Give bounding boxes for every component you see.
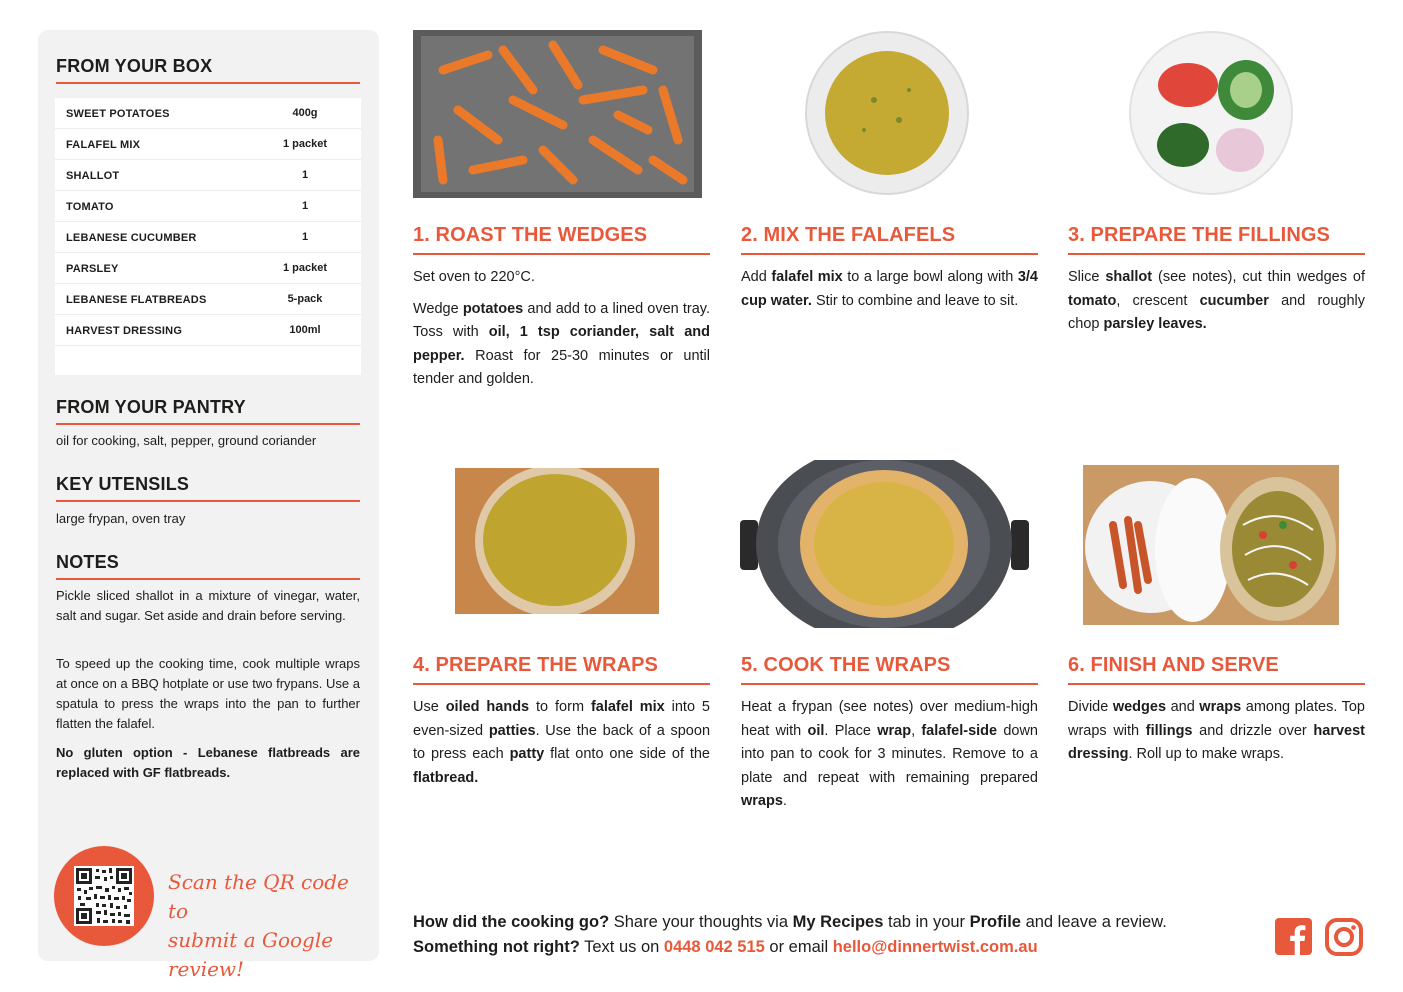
footer-question-1: How did the cooking go?: [413, 913, 610, 931]
instagram-icon[interactable]: [1325, 918, 1363, 956]
body-text: Use: [413, 699, 446, 715]
table-row: [55, 98, 361, 129]
ingredient-qty: 1: [301, 200, 309, 212]
emphasis-text: shallot: [1105, 269, 1153, 285]
footer-text: or email: [764, 938, 833, 956]
from-your-pantry-title: FROM YOUR PANTRY: [56, 397, 246, 417]
ingredient-qty: 400g: [292, 107, 318, 119]
footer-question-2: Something not right?: [413, 938, 580, 956]
divider: [56, 500, 360, 502]
emphasis-text: falafel mix: [590, 699, 665, 715]
emphasis-text: harvest dressing: [1068, 722, 1365, 762]
key-utensils-title: KEY UTENSILS: [56, 474, 190, 494]
step-4-text: [413, 696, 710, 798]
step-1-text: [413, 266, 710, 400]
divider: [1068, 683, 1365, 685]
ingredient-qty: 1: [301, 231, 309, 243]
notes-paragraph-2: To speed up the cooking time, cook multiple wraps at once on a BBQ hotplate or use two frypans. Use a spatula to press the wraps into the pan to further flatten the falafel.: [56, 656, 360, 731]
emphasis-text: cucumber: [1199, 292, 1269, 309]
body-text: and: [1166, 699, 1200, 715]
body-text: to a large bowl along with: [842, 269, 1018, 285]
divider: [1068, 253, 1365, 255]
body-text: and add to a lined oven tray. Toss with: [413, 300, 710, 340]
divider: [741, 683, 1038, 685]
body-text: . Use the back of a spoon to press each: [413, 722, 711, 762]
emphasis-text: oiled hands: [445, 699, 530, 715]
body-text: into 5 even-sized: [413, 699, 710, 739]
divider: [56, 82, 360, 84]
email-link[interactable]: hello@dinnertwist.com.au: [832, 938, 1038, 956]
table-row: [55, 191, 361, 222]
emphasis-text: flatbread.: [413, 769, 479, 786]
qr-code-badge[interactable]: [54, 846, 154, 946]
step-6-title: 6. FINISH AND SERVE: [1068, 654, 1279, 676]
body-text: to form: [529, 699, 591, 715]
step-1-title: 1. ROAST THE WEDGES: [413, 224, 648, 246]
body-text: Slice: [1068, 269, 1106, 285]
body-text: and roughly chop: [1068, 292, 1366, 332]
utensils-text: large frypan, oven tray: [56, 511, 186, 526]
notes-paragraph-1: Pickle sliced shallot in a mixture of vinegar, water, salt and sugar. Set aside and drain before serving.: [56, 588, 360, 623]
feedback-footer: [413, 910, 1167, 960]
footer-text: Share your thoughts via: [609, 913, 793, 931]
emphasis-text: wrap: [877, 722, 912, 739]
qr-text-line-1: Scan the QR code to: [168, 870, 349, 923]
roast-wedges-image: [413, 30, 702, 198]
emphasis-text: potatoes: [462, 300, 524, 317]
table-row: [55, 160, 361, 191]
footer-text: and leave a review.: [1020, 913, 1167, 931]
body-text: Stir to combine and leave to sit.: [811, 292, 1019, 309]
emphasis-text: 3/4 cup water.: [741, 269, 1039, 309]
step-6-text: [1068, 696, 1365, 775]
body-text: (see notes), cut thin wedges of: [1152, 269, 1365, 285]
body-text: . Roll up to make wraps.: [1128, 746, 1284, 762]
qr-text-line-2: submit a Google review!: [168, 928, 334, 981]
body-text: Heat a frypan (see notes) over medium-high heat with: [741, 699, 1038, 739]
body-text: ,: [911, 722, 922, 739]
facebook-icon[interactable]: [1275, 918, 1313, 956]
body-text: flat onto one side of the: [544, 746, 711, 762]
emphasis-text: patty: [509, 746, 545, 762]
body-text: .: [782, 793, 787, 809]
pantry-text: oil for cooking, salt, pepper, ground coriander: [56, 433, 317, 448]
phone-link[interactable]: 0448 042 515: [663, 938, 765, 956]
emphasis-text: fillings: [1145, 722, 1193, 739]
emphasis-text: wedges: [1112, 699, 1167, 715]
step-5-text: [741, 696, 1038, 822]
step-3-text: [1068, 266, 1365, 345]
body-text: Wedge: [413, 300, 463, 317]
emphasis-text: wraps: [1199, 699, 1242, 715]
emphasis-text: wraps: [741, 793, 783, 809]
emphasis-text: oil, 1 tsp coriander, salt and pepper.: [413, 324, 710, 364]
divider: [56, 423, 360, 425]
table-row: [55, 253, 361, 284]
body-text: Roast for 25-30 minutes or until tender and golden.: [413, 347, 710, 387]
finish-serve-image: [1083, 465, 1339, 625]
ingredient-name: TOMATO: [66, 201, 114, 213]
emphasis-text: falafel mix: [771, 269, 843, 285]
body-text: , crescent: [1116, 292, 1200, 309]
footer-line-1: [413, 910, 1167, 935]
table-row: [55, 284, 361, 315]
divider: [413, 683, 710, 685]
fillings-plate-image: [1128, 30, 1294, 196]
emphasis-text: parsley leaves.: [1103, 316, 1207, 332]
ingredient-name: LEBANESE FLATBREADS: [66, 294, 207, 306]
ingredient-name: SHALLOT: [66, 170, 120, 182]
body-text: among plates. Top wraps with: [1068, 699, 1366, 739]
step-3-paragraph-1: [1068, 266, 1365, 337]
profile-label: Profile: [969, 913, 1021, 931]
ingredients-table: [55, 98, 361, 375]
step-6-paragraph-1: [1068, 696, 1365, 767]
step-4-title: 4. PREPARE THE WRAPS: [413, 654, 658, 676]
step-5-title: 5. COOK THE WRAPS: [741, 654, 951, 676]
step-2-title: 2. MIX THE FALAFELS: [741, 224, 956, 246]
step-3-title: 3. PREPARE THE FILLINGS: [1068, 224, 1330, 246]
step-4-paragraph-1: [413, 696, 710, 790]
body-text: . Place: [824, 722, 878, 739]
ingredient-qty: 100ml: [289, 324, 321, 336]
step-2-paragraph-1: [741, 266, 1038, 313]
emphasis-text: tomato: [1068, 292, 1117, 309]
emphasis-text: oil: [807, 722, 825, 739]
ingredients-sidebar: [38, 30, 379, 981]
body-text: Set oven to 220°C.: [413, 269, 535, 285]
step-2-text: [741, 266, 1038, 321]
table-row: [55, 222, 361, 253]
ingredient-qty: 1 packet: [282, 262, 328, 274]
qr-review-text: [168, 868, 368, 984]
step-1-paragraph-1: [413, 266, 710, 290]
ingredient-name: HARVEST DRESSING: [66, 325, 183, 337]
qr-code-icon[interactable]: [74, 866, 134, 926]
cook-wraps-image: [740, 460, 1029, 628]
emphasis-text: patties: [488, 722, 536, 739]
ingredient-name: SWEET POTATOES: [66, 108, 170, 120]
body-text: down into pan to cook for 3 minutes. Remove to a plate and repeat with remaining prepared: [741, 722, 1038, 786]
ingredient-qty: 5-pack: [287, 293, 323, 305]
ingredient-name: PARSLEY: [66, 263, 119, 275]
divider: [413, 253, 710, 255]
body-text: Divide: [1068, 699, 1113, 715]
footer-line-2: [413, 935, 1167, 960]
notes-title: NOTES: [56, 552, 120, 572]
emphasis-text: falafel-side: [921, 722, 998, 739]
body-text: Add: [741, 269, 772, 285]
body-text: and drizzle over: [1192, 722, 1314, 739]
table-row: [55, 315, 361, 346]
footer-text: Text us on: [579, 938, 664, 956]
my-recipes-label: My Recipes: [792, 913, 884, 931]
notes-gluten-free: No gluten option - Lebanese flatbreads are replaced with GF flatbreads.: [56, 745, 360, 780]
step-1-paragraph-2: [413, 298, 710, 392]
footer-text: tab in your: [883, 913, 970, 931]
step-5-paragraph-1: [741, 696, 1038, 814]
ingredient-qty: 1 packet: [282, 138, 328, 150]
ingredient-qty: 1: [301, 169, 309, 181]
ingredient-name: LEBANESE CUCUMBER: [66, 232, 197, 244]
divider: [741, 253, 1038, 255]
divider: [56, 578, 360, 580]
ingredient-name: FALAFEL MIX: [66, 139, 141, 151]
table-row: [55, 129, 361, 160]
falafel-bowl-image: [804, 30, 970, 196]
prepare-wraps-image: [455, 468, 659, 614]
from-your-box-title: FROM YOUR BOX: [56, 56, 213, 76]
